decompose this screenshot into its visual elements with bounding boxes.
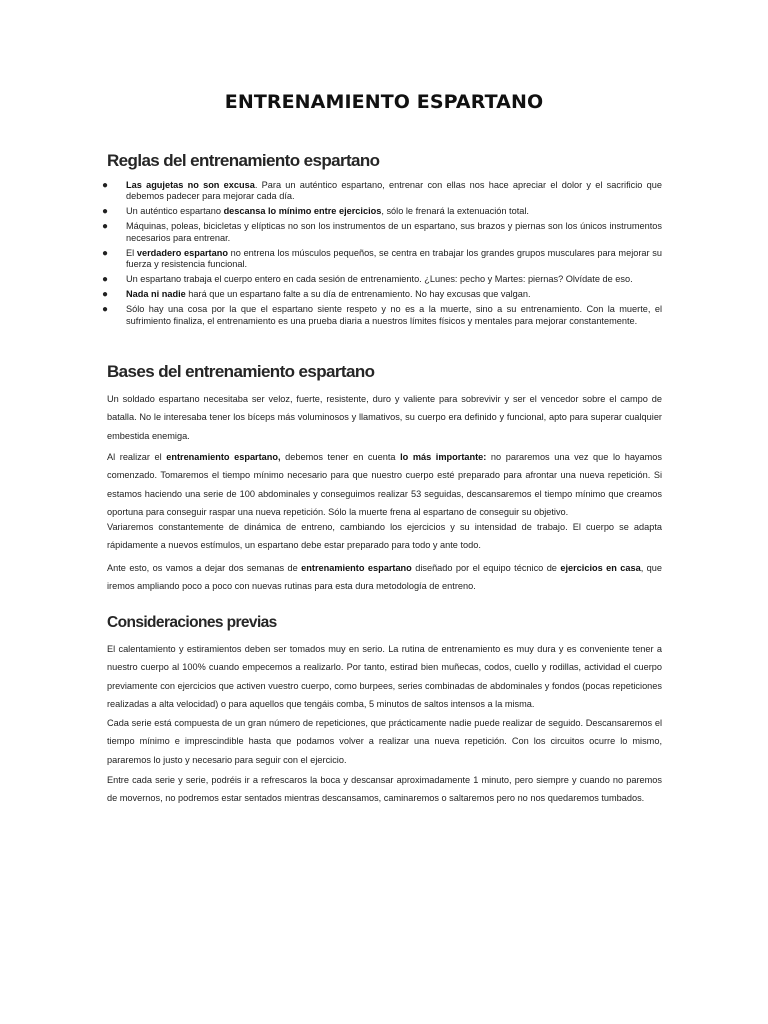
heading-bases: Bases del entrenamiento espartano — [107, 362, 375, 381]
bullet-icon: ● — [102, 247, 109, 259]
bullet-icon: ● — [102, 274, 109, 286]
rules-list — [102, 180, 662, 331]
paragraph: Ante esto, os vamos a dejar dos semanas de entrenamiento espartano diseñado por el equipo técnico de ejercicios en casa, que iremos ampliando poco a poco con nuevas rutinas para esta dura metodología de entreno. — [107, 563, 663, 592]
paragraph: El calentamiento y estiramientos deben ser tomados muy en serio. La rutina de entrenamiento es muy dura y es conveniente tener a nuestro cuerpo al 100% cuando empecemos a realizarlo. Por tanto, estirad bien muñecas, codos, cuello y rodillas, actividad el cuerpo previamente con ejercicios que activen vuestro cuerpo, como burpees, series combinadas de abdominales y fondos (pocas repeticiones realizadas a alta velocidad) o para aquellos que tengáis comba, 5 minutos de saltos intensos a la misma. — [107, 644, 662, 710]
paragraph: Variaremos constantemente de dinámica de entreno, cambiando los ejercicios y su intensidad de trabajo. El cuerpo se adapta rápidamente a nuevos estímulos, un espartano debe estar preparado para todo y ante todo. — [107, 522, 662, 551]
list-item: ● Las agujetas no son excusa. Para un auténtico espartano, entrenar con ellas nos hace apreciar el dolor y el sacrificio que debemos padecer para mejorar cada día. — [102, 180, 662, 202]
list-item: ● Nada ni nadie hará que un espartano falte a su día de entrenamiento. No hay excusas que valgan. — [102, 289, 531, 301]
bullet-icon: ● — [102, 304, 109, 316]
bullet-icon: ● — [102, 221, 109, 233]
bullet-icon: ● — [102, 180, 109, 191]
paragraph: Cada serie está compuesta de un gran número de repeticiones, que prácticamente nadie puede realizar de seguido. Descansaremos el tiempo mínimo e imprescindible hasta que podamos volver a realizar una nueva repetición. Con los circuitos ocurre lo mismo, pararemos lo justo y necesario para seguir con el ejercicio. — [107, 718, 662, 765]
document-title: ENTRENAMIENTO ESPARTANO — [224, 91, 544, 113]
bullet-icon: ● — [102, 206, 109, 218]
list-item: ● Máquinas, poleas, bicicletas y elípticas no son los instrumentos de un espartano, sus brazos y piernas son los únicos instrumentos necesarios para entrenar. — [102, 221, 662, 243]
bullet-icon: ● — [102, 289, 109, 301]
heading-consideraciones: Consideraciones previas — [107, 614, 277, 631]
paragraph: Al realizar el entrenamiento espartano, debemos tener en cuenta lo más importante: no pararemos una vez que lo hayamos comenzado. Tomaremos el tiempo mínimo necesario para que nuestro cuerpo esté preparado para afrontar una nueva repetición. Si estamos haciendo una serie de 100 abdominales y conseguimos realizar 53 seguidas, descansaremos el tiempo mínimo que creamos oportuna para conseguir raspar una nueva repetición. Sólo la muerte frena al espartano de conseguir su objetivo. — [107, 452, 662, 518]
paragraph: Entre cada serie y serie, podréis ir a refrescaros la boca y descansar aproximadamente 1 minuto, pero siempre y cuando no paremos de movernos, no podremos estar sentados mientras descansamos, caminaremos o saltaremos pero no nos quedaremos tumbados. — [107, 775, 662, 804]
list-item: ● El verdadero espartano no entrena los músculos pequeños, se centra en trabajar los grandes grupos musculares para mejorar su fuerza y resistencia funcional. — [102, 247, 662, 270]
paragraph: Un soldado espartano necesitaba ser veloz, fuerte, resistente, duro y valiente para sobrevivir y ser el vencedor sobre el campo de batalla. No le interesaba tener los bíceps más voluminosos y llamativos, su cuerpo era definido y funcional, apto para superar cualquier embestida enemiga. — [107, 394, 662, 441]
list-item: ● Un espartano trabaja el cuerpo entero en cada sesión de entrenamiento. ¿Lunes: pecho y Martes: piernas? Olvídate de eso. — [102, 274, 633, 286]
list-item: ● Sólo hay una cosa por la que el espartano siente respeto y no es a la muerte, sino a su entrenamiento. Con la muerte, el sufrimiento finaliza, el entrenamiento es una prueba diaria a nuestros límites físicos y mentales para mejorar constantemente. — [102, 304, 662, 326]
list-item: ● Un auténtico espartano descansa lo mínimo entre ejercicios, sólo le frenará la extenuación total. — [102, 206, 529, 218]
heading-reglas: Reglas del entrenamiento espartano — [107, 151, 380, 170]
